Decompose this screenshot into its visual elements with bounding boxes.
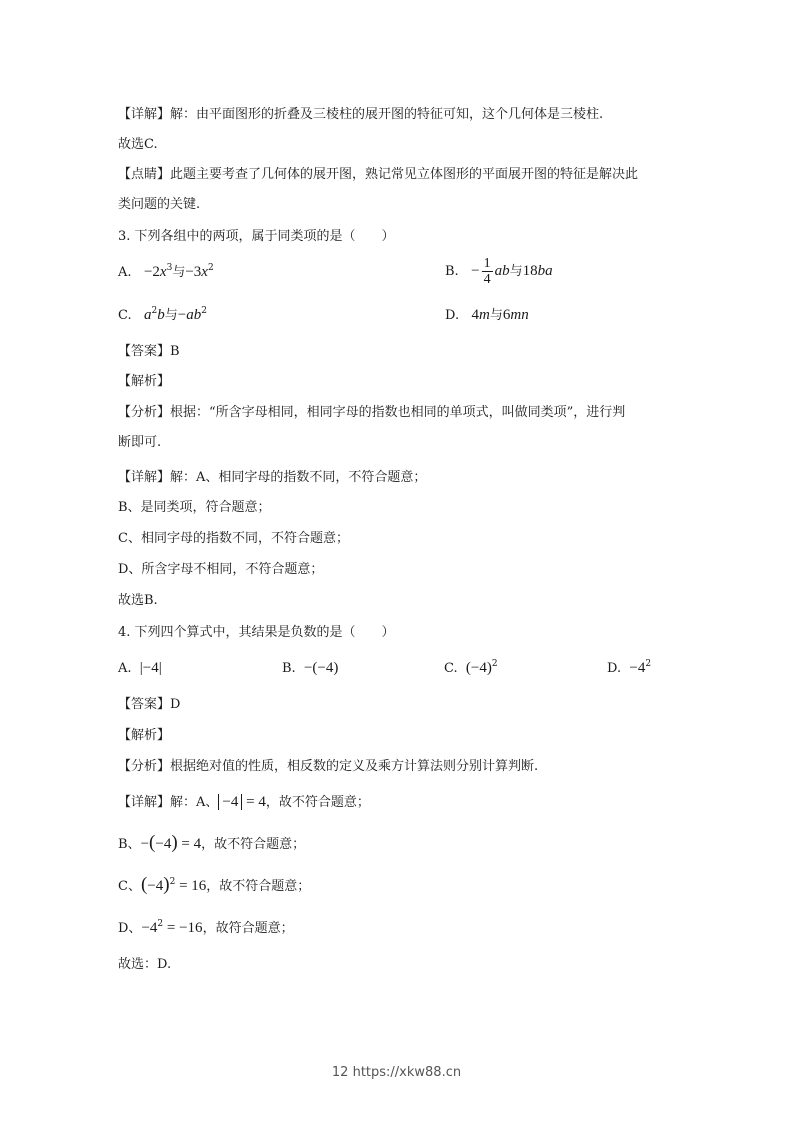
text-line: 类问题的关键. — [118, 197, 201, 212]
text-line: 故选：D. — [118, 957, 172, 972]
detail-line-a: 【详解】解：A、 −4 = 4，故不符合题意； — [118, 794, 370, 810]
text-line: 【详解】解：由平面图形的折叠及三棱柱的展开图的特征可知，这个几何体是三棱柱. — [118, 107, 604, 122]
analysis-heading: 【解析】 — [118, 374, 171, 389]
text-line: 【分析】根据绝对值的性质，相反数的定义及乘方计算法则分别计算判断. — [118, 759, 539, 774]
q3-option-d: D. 4m与6mn — [445, 307, 529, 323]
text-line: B、是同类项，符合题意； — [118, 500, 271, 515]
q4-option-d: D. $-4^2$ — [607, 659, 652, 676]
text-line: 【详解】解：A、相同字母的指数不同，不符合题意； — [118, 470, 427, 485]
question-3: 3. 下列各组中的两项，属于同类项的是（ ） — [118, 229, 395, 244]
q3-option-a: A. $-2x^3$与$-3x^2$ — [118, 263, 214, 280]
text-line: 【分析】根据：“所含字母相同，相同字母的指数也相同的单项式，叫做同类项”，进行判 — [118, 405, 626, 420]
detail-line-b: B、−(−4) = 4，故不符合题意； — [118, 832, 306, 853]
text-line: 故选B. — [118, 593, 158, 608]
text-line: 【点睛】此题主要考查了几何体的展开图，熟记常见立体图形的平面展开图的特征是解决此 — [118, 167, 639, 182]
q3-option-c: C. $a^2b$与$-ab^2$ — [118, 306, 207, 323]
detail-line-d: D、$-4^2 = -16$，故符合题意； — [118, 919, 294, 936]
q3-option-b: B. − $\frac{1}{4}$ ab与18ba — [445, 256, 553, 287]
answer-3: 【答案】B — [118, 344, 180, 359]
text-line: C、相同字母的指数不同，不符合题意； — [118, 531, 349, 546]
answer-4: 【答案】D — [118, 697, 181, 712]
detail-line-c: C、$(-4)^2 = 16$，故不符合题意； — [118, 874, 311, 895]
text-line: 故选C. — [118, 137, 158, 152]
page-footer: 12 https://xkw88.cn — [331, 1065, 462, 1080]
question-4: 4. 下列四个算式中，其结果是负数的是（ ） — [118, 625, 395, 640]
text-line: D、所含字母不相同，不符合题意； — [118, 562, 324, 577]
q4-option-c: C. $(-4)^2$ — [444, 659, 498, 676]
analysis-heading: 【解析】 — [118, 728, 171, 743]
q4-option-a: A. |−4| — [118, 660, 162, 676]
text-line: 断即可. — [118, 435, 162, 450]
q4-option-b: B. −(−4) — [282, 660, 339, 676]
